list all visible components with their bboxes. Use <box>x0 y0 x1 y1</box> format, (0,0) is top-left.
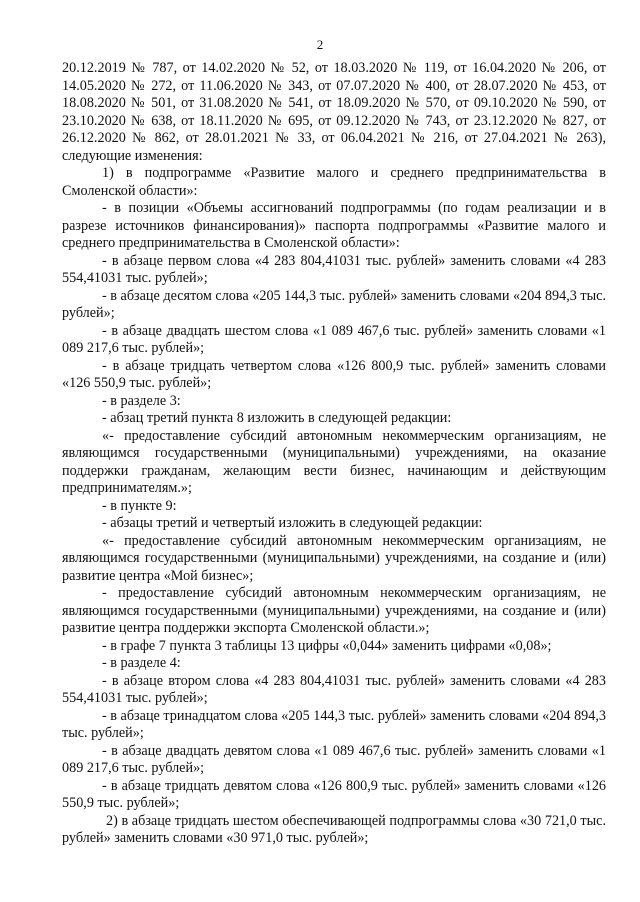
paragraph-point-9: - в пункте 9: <box>102 497 177 514</box>
paragraph-quote: - предоставление субсидий автономным некоммерческим организациям, не являющимся государственными (муниципальными) учреждениями, на создание и (или) развитие центра поддержки экспорта Смоленской области.»; <box>62 585 606 636</box>
page-number: 2 <box>316 37 324 52</box>
paragraph-change: - в абзаце втором слова «4 283 804,41031 тыс. рублей» заменить словами «4 283 554,41031 тыс. рублей»; <box>62 672 606 706</box>
paragraph-quote: «- предоставление субсидий автономным некоммерческим организациям, не являющимся государственными (муниципальными) учреждениями, на создание и (или) развитие центра «Мой бизнес»; <box>62 532 606 584</box>
paragraph-section-3: - в разделе 3: <box>102 392 181 409</box>
paragraph-change: - в графе 7 пункта 3 таблицы 13 цифры «0,044» заменить цифрами «0,08»; <box>102 637 552 654</box>
paragraph-change: - абзацы третий и четвертый изложить в следующей редакции: <box>102 515 483 531</box>
paragraph-passport-position: - в позиции «Объемы ассигнований подпрограммы (по годам реализации и в разрезе источников финансирования)» паспорта подпрограммы «Развитие малого и среднего предпринимательства в Смоленской области»: <box>62 200 606 251</box>
document-body <box>62 60 606 848</box>
paragraph-change: - в абзаце двадцать шестом слова «1 089 467,6 тыс. рублей» заменить словами «1 089 217,6 тыс. рублей»; <box>62 322 606 356</box>
paragraph-change: - в абзаце тридцать девятом слова «126 800,9 тыс. рублей» заменить словами «126 550,9 тыс. рублей»; <box>62 777 606 811</box>
paragraph-change: - в абзаце тридцать четвертом слова «126 800,9 тыс. рублей» заменить словами «126 550,9 тыс. рублей»; <box>62 357 606 391</box>
paragraph-item-1: 1) в подпрограмме «Развитие малого и среднего предпринимательства в Смоленской области»: <box>62 165 606 199</box>
paragraph-quote: «- предоставление субсидий автономным некоммерческим организациям, не являющимся государственными (муниципальными) учреждениями, на оказание поддержки гражданам, желающим вести бизнес, начинающим и действующим предпринимателям.»; <box>62 427 606 496</box>
paragraph-section-4: - в разделе 4: <box>102 655 181 671</box>
paragraph-change: - в абзаце десятом слова «205 144,3 тыс. рублей» заменить словами «204 894,3 тыс. рублей»; <box>62 287 606 321</box>
paragraph-change: - в абзаце тринадцатом слова «205 144,3 тыс. рублей» заменить словами «204 894,3 тыс. рублей»; <box>62 707 606 741</box>
paragraph-change: - в абзаце двадцать девятом слова «1 089 467,6 тыс. рублей» заменить словами «1 089 217,6 тыс. рублей»; <box>62 742 606 776</box>
paragraph-item-2: 2) в абзаце тридцать шестом обеспечивающей подпрограммы слова «30 721,0 тыс. рублей» заменить словами «30 971,0 тыс. рублей»; <box>62 812 606 846</box>
paragraph-list-continuation: 20.12.2019 № 787, от 14.02.2020 № 52, от 18.03.2020 № 119, от 16.04.2020 № 206, от 14.05.2020 № 272, от 11.06.2020 № 343, от 07.07.2020 № 400, от 28.07.2020 № 453, от 18.08.2020 № 501, от 31.08.2020 № 541, от 18.09.2020 № 570, от 09.10.2020 № 590, от 23.10.2020 № 638, от 18.11.2020 № 695, от 09.12.2020 № 743, от 23.12.2020 № 827, от 26.12.2020 № 862, от 28.01.2021 № 33, от 06.04.2021 № 216, от 27.04.2021 № 263), следующие изменения: <box>62 60 606 164</box>
paragraph-change: - абзац третий пункта 8 изложить в следующей редакции: <box>102 410 452 426</box>
paragraph-change: - в абзаце первом слова «4 283 804,41031 тыс. рублей» заменить словами «4 283 554,41031 тыс. рублей»; <box>62 252 606 286</box>
